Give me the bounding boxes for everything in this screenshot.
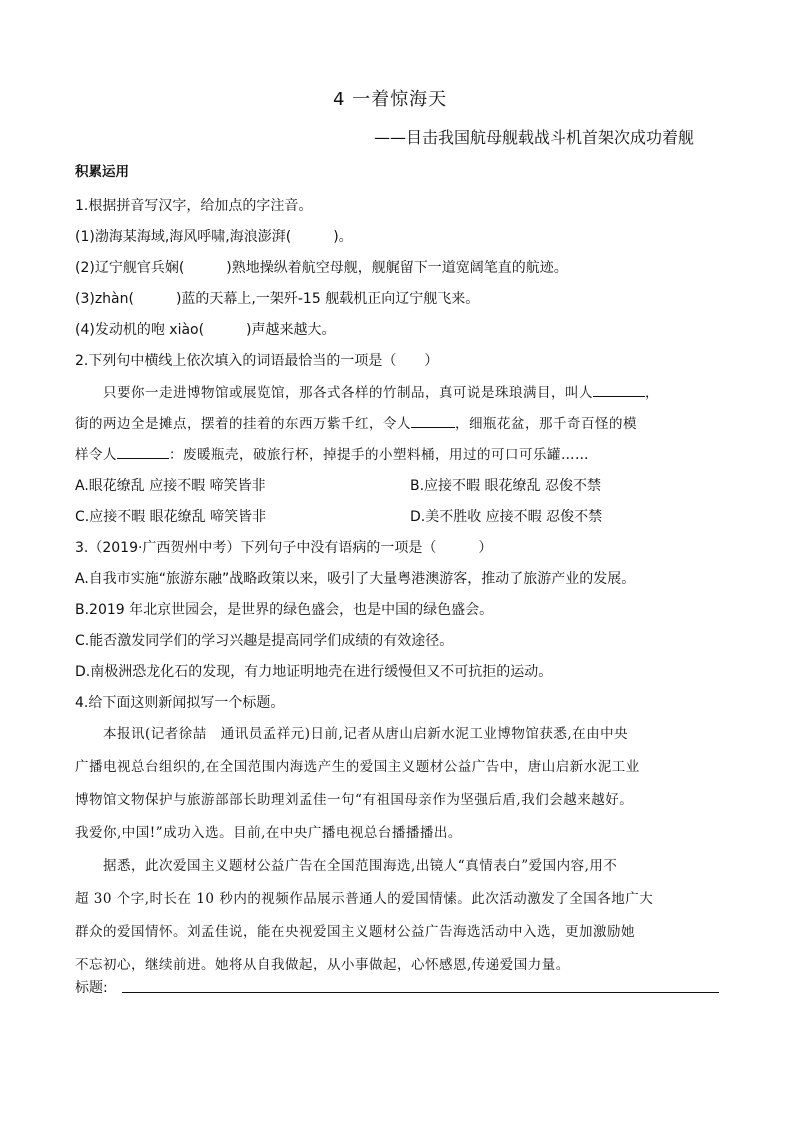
q4-passage-line: 博物馆文物保护与旅游部部长助理刘孟佳一句“有祖国母亲作为坚强后盾,我们会越来越好。 xyxy=(75,792,634,808)
q4-passage-line: 我爱你,中国!”成功入选。目前,在中央广播电视总台播播播出。 xyxy=(75,825,462,841)
passage-text: ， xyxy=(645,385,659,401)
q3-option-a[interactable]: A.自我市实施“旅游东融”战略政策以来，吸引了大量粤港澳游客，推动了旅游产业的发展。 xyxy=(75,571,636,587)
passage-text: 样令人 xyxy=(75,447,117,463)
q2-option-a[interactable]: A.眼花缭乱 应接不暇 啼笑皆非 xyxy=(75,478,266,494)
title-answer-line[interactable] xyxy=(122,992,719,993)
fill-blank-2[interactable] xyxy=(411,413,455,428)
passage-text: ，细瓶花盆，那千奇百怪的模 xyxy=(455,416,637,432)
q1-stem: 1.根据拼音写汉字，给加点的字注音。 xyxy=(75,198,313,214)
q4-passage-line: 据悉，此次爱国主义题材公益广告在全国范围海选,出镜人“真情表白”爱国内容,用不 xyxy=(103,858,618,874)
q3-stem: 3.（2019·广西贺州中考）下列句子中没有语病的一项是（ ） xyxy=(75,540,493,556)
q3-option-b[interactable]: B.2019 年北京世园会，是世界的绿色盛会，也是中国的绿色盛会。 xyxy=(75,602,494,618)
q2-passage-line-2 xyxy=(75,413,637,434)
q2-stem: 2.下列句中横线上依次填入的词语最恰当的一项是（ ） xyxy=(75,353,439,369)
q2-option-b[interactable]: B.应接不暇 眼花缭乱 忍俊不禁 xyxy=(410,478,601,494)
fill-blank-3[interactable] xyxy=(117,444,169,459)
passage-text: 街的两边全是摊点，摆着的挂着的东西万紫千红，令人 xyxy=(75,416,411,432)
q4-passage-line: 广播电视总台组织的,在全国范围内海选产生的爱国主义题材公益广告中，唐山启新水泥工业 xyxy=(75,759,640,775)
page-subtitle: ——目击我国航母舰载战斗机首架次成功着舰 xyxy=(374,128,695,147)
page-title: 4 一着惊海天 xyxy=(333,89,448,110)
q2-passage-line-1 xyxy=(103,382,659,403)
q4-passage-line: 本报讯(记者徐喆 通讯员孟祥元)日前,记者从唐山启新水泥工业博物馆获悉,在由中央 xyxy=(103,726,629,742)
q1-item-4: (4)发动机的咆 xiào( )声越来越大。 xyxy=(75,322,336,338)
fill-blank-1[interactable] xyxy=(593,382,645,397)
passage-text: 只要你一走进博物馆或展览馆，那各式各样的竹制品，真可说是珠琅满目，叫人 xyxy=(103,385,593,401)
section-heading: 积累运用 xyxy=(75,164,129,180)
q3-option-c[interactable]: C.能否激发同学们的学习兴趣是提高同学们成绩的有效途径。 xyxy=(75,633,454,649)
q3-option-d[interactable]: D.南极洲恐龙化石的发现，有力地证明地壳在进行缓慢但又不可抗拒的运动。 xyxy=(75,664,553,680)
q4-passage-line: 不忘初心，继续前进。她将从自我做起，从小事做起，心怀感恩,传递爱国力量。 xyxy=(75,957,570,973)
q4-stem: 4.给下面这则新闻拟写一个标题。 xyxy=(75,695,285,711)
passage-text: ：废暖瓶壳，破旅行杯，掉提手的小塑料桶，用过的可口可乐罐…… xyxy=(169,447,589,463)
q2-option-d[interactable]: D.美不胜收 应接不暇 忍俊不禁 xyxy=(410,509,603,525)
answer-label: 标题: xyxy=(75,980,108,996)
q4-passage-line: 超 30 个字,时长在 10 秒内的视频作品展示普通人的爱国情愫。此次活动激发了全国各地广大 xyxy=(75,891,654,907)
q2-passage-line-3 xyxy=(75,444,589,465)
q4-passage-line: 群众的爱国情怀。刘孟佳说，能在央视爱国主义题材公益广告海选活动中入选，更加激励她 xyxy=(75,924,635,940)
q1-item-3: (3)zhàn( )蓝的天幕上,一架歼-15 舰载机正向辽宁舰飞来。 xyxy=(75,291,480,307)
q1-item-2: (2)辽宁舰官兵娴( )熟地操纵着航空母舰，舰艉留下一道宽阔笔直的航迹。 xyxy=(75,260,568,276)
q2-option-c[interactable]: C.应接不暇 眼花缭乱 啼笑皆非 xyxy=(75,509,267,525)
q1-item-1: (1)渤海某海域,海风呼啸,海浪澎湃( )。 xyxy=(75,229,353,245)
